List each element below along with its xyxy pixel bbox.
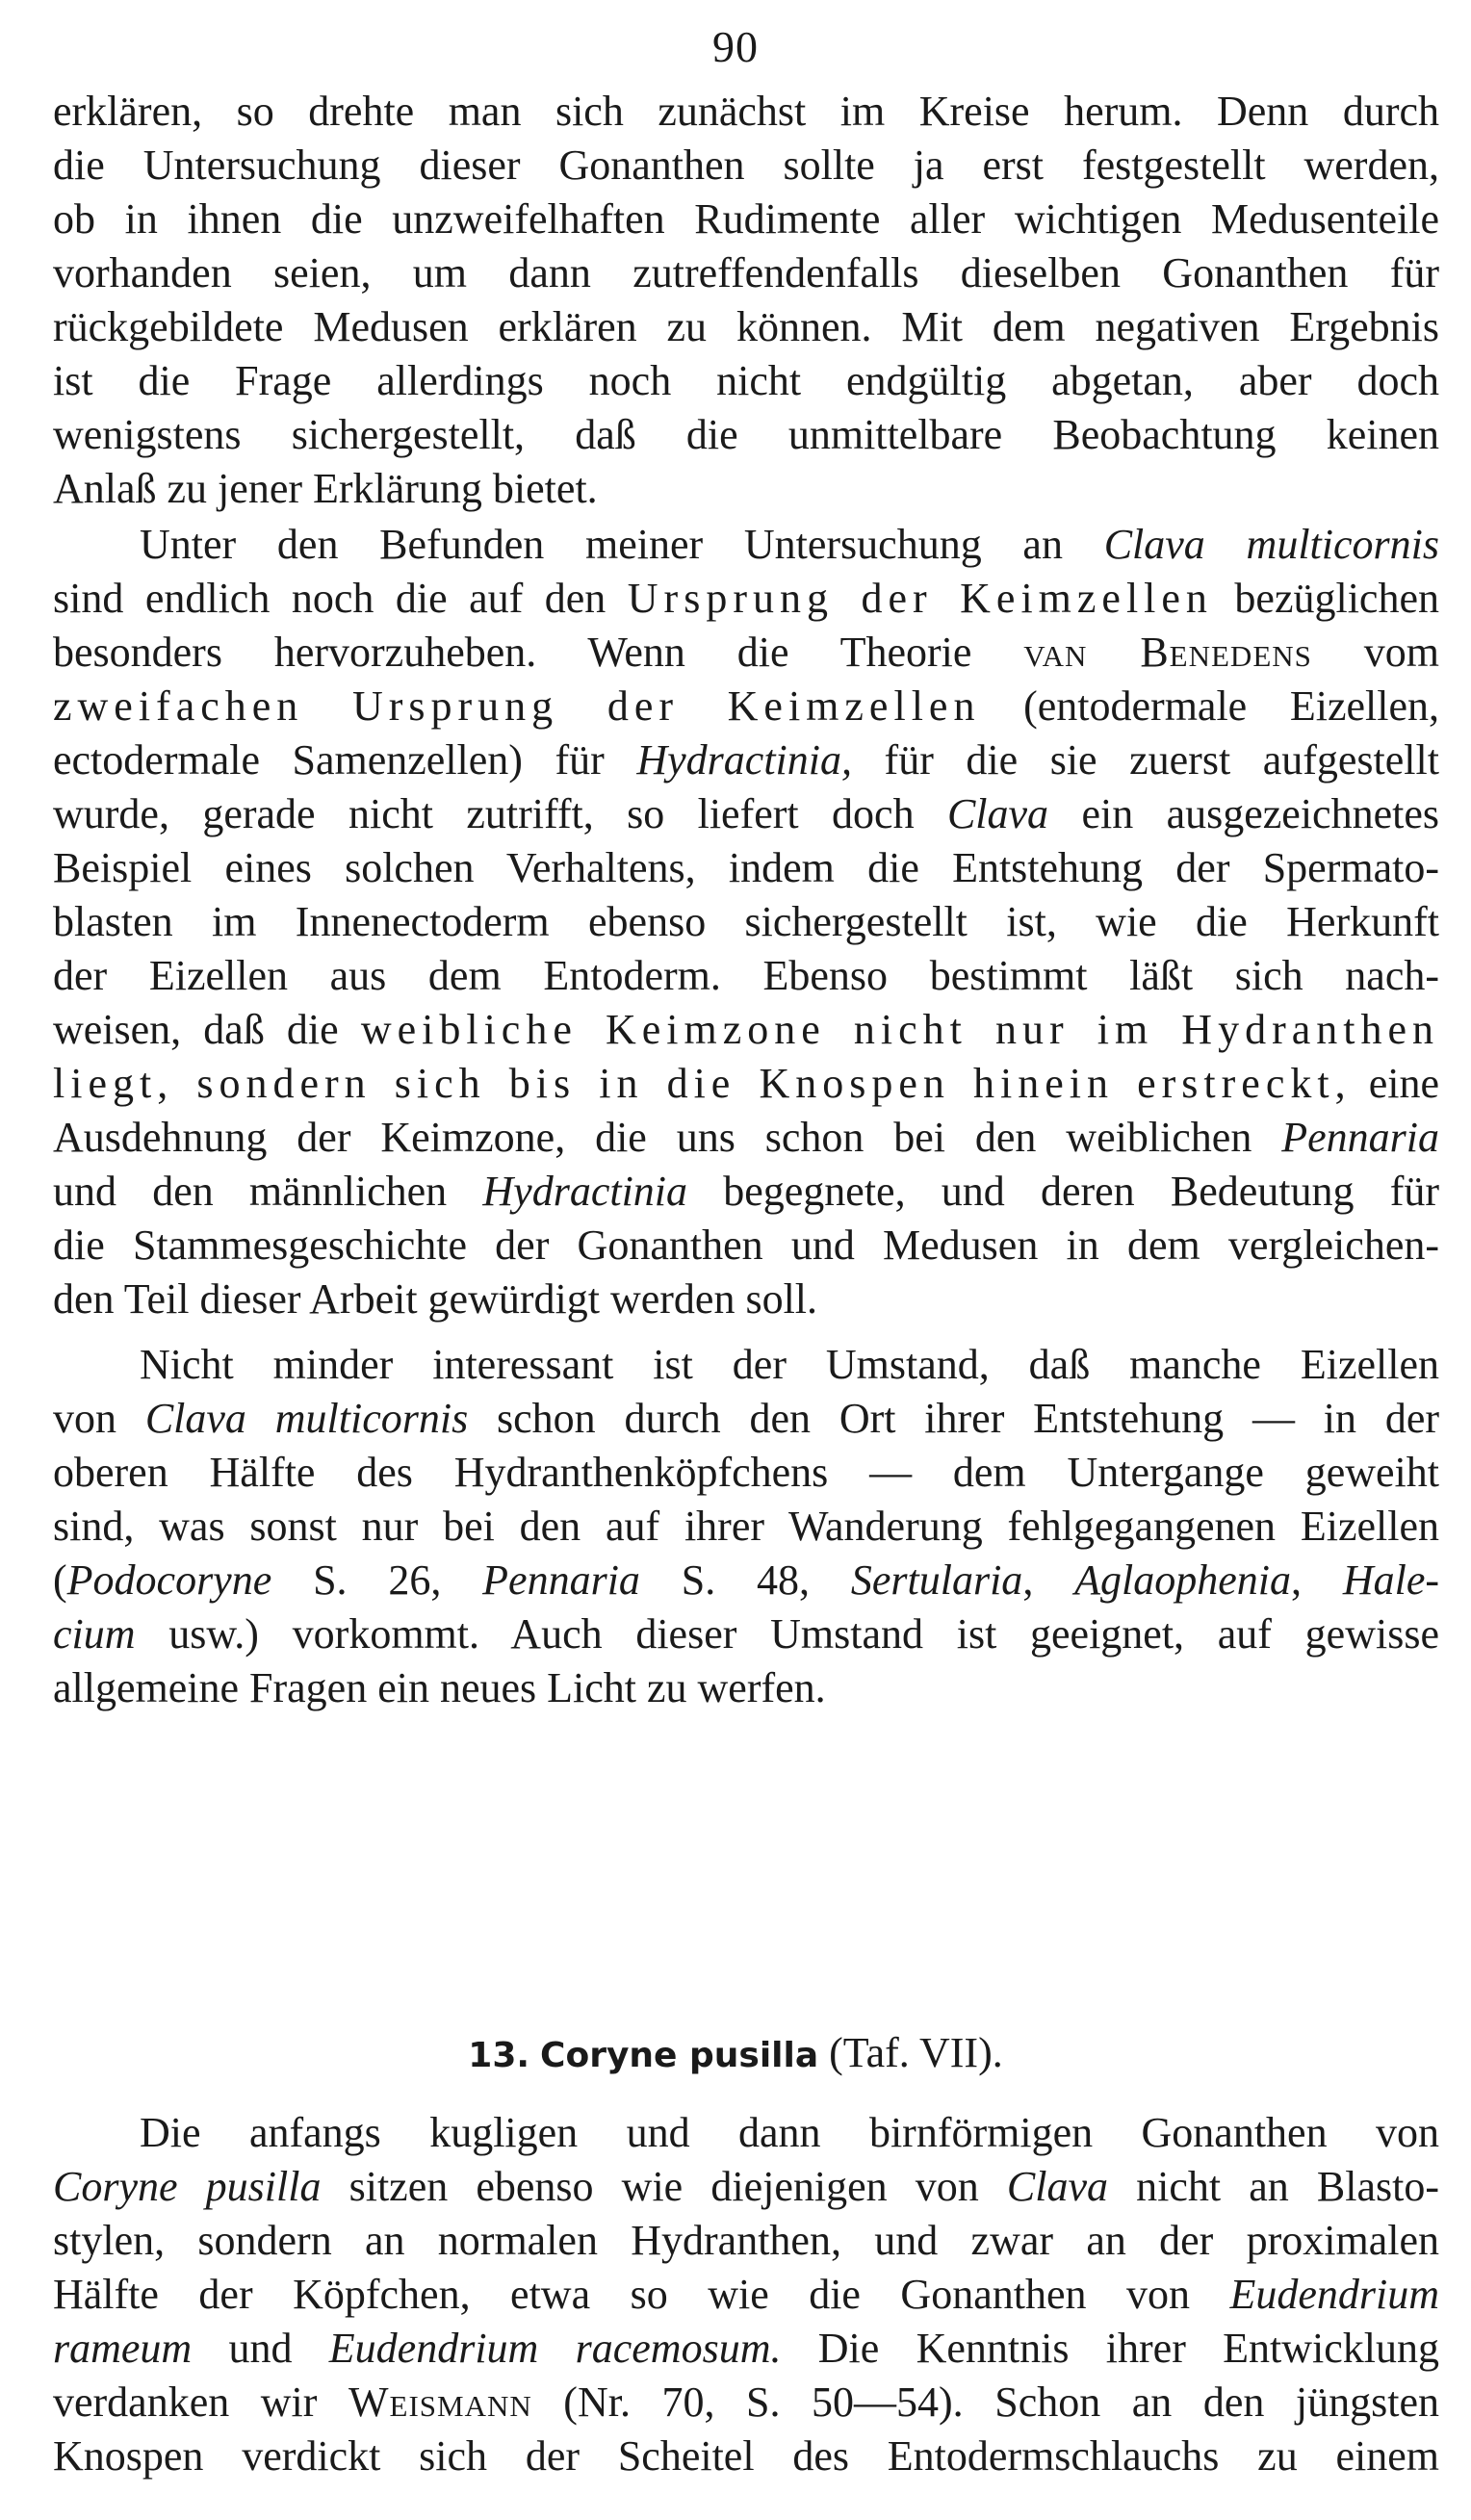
text-line: rückgebildete Medusen erklären zu können. Mit dem negativen Ergebnis: [53, 303, 1439, 350]
text-line: (Podocoryne S. 26, Pennaria S. 48, Sertularia, Aglaophenia, Hale-: [53, 1556, 1440, 1604]
species-name: cium: [53, 1610, 136, 1658]
section-number: 13.: [468, 2036, 530, 2075]
text-line: vorhanden seien, um dann zutreffendenfalls dieselben Gonanthen für: [53, 249, 1439, 296]
text-line: erklären, so drehte man sich zunächst im Kreise herum. Denn durch: [53, 88, 1439, 135]
text-line: liegt, sondern sich bis in die Knospen hinein erstreckt, eine: [53, 1060, 1439, 1107]
text-line: ist die Frage allerdings noch nicht endgültig abgetan, aber doch: [53, 357, 1439, 404]
author-name: van Benedens: [1023, 629, 1312, 676]
text-line: weisen, daß die weibliche Keimzone nicht nur im Hydranthen: [53, 1006, 1440, 1053]
text-line: oberen Hälfte des Hydranthenköpfchens — dem Untergange geweiht: [53, 1449, 1439, 1496]
text-line: von Clava multicornis schon durch den Ort ihrer Entstehung — in der: [53, 1395, 1440, 1442]
species-name: Clava multicornis: [144, 1395, 469, 1442]
text-line: Unter den Befunden meiner Untersuchung an Clava multicornis: [140, 521, 1439, 568]
text-line: Hälfte der Köpfchen, etwa so wie die Gonanthen von Eudendrium: [53, 2271, 1439, 2318]
species-name: Pennaria: [482, 1556, 640, 1604]
species-name: Clava: [946, 790, 1049, 837]
text-line: blasten im Innenectoderm ebenso sichergestellt ist, wie die Herkunft: [53, 898, 1439, 945]
text-line: Coryne pusilla sitzen ebenso wie diejenigen von Clava nicht an Blasto-: [53, 2163, 1440, 2210]
text-line: allgemeine Fragen ein neues Licht zu werfen.: [53, 1664, 826, 1711]
text-line: die Untersuchung dieser Gonanthen sollte ja erst festgestellt werden,: [53, 141, 1439, 189]
section-title: Coryne pusilla: [540, 2036, 819, 2075]
text-line: der Eizellen aus dem Entoderm. Ebenso bestimmt läßt sich nach-: [53, 952, 1439, 999]
text-line: sind endlich noch die auf den Ursprung der Keimzellen bezüglichen: [53, 575, 1439, 622]
text-line: die Stammesgeschichte der Gonanthen und Medusen in dem vergleichen-: [53, 1221, 1439, 1269]
species-name: Hale-: [1342, 1556, 1440, 1604]
paragraph-2: [53, 518, 1439, 1326]
text-line: Knospen verdickt sich der Scheitel des Entodermschlauchs zu einem: [53, 2432, 1439, 2480]
species-name: Coryne pusilla: [53, 2163, 322, 2210]
text-line: und den männlichen Hydractinia begegnete, und deren Bedeutung für: [53, 1168, 1439, 1215]
spaced-emphasis: liegt, sondern sich bis in die Knospen hinein erstreckt,: [53, 1060, 1352, 1107]
spaced-emphasis: weibliche Keimzone nicht nur im Hydranthen: [360, 1006, 1440, 1053]
text-line: zweifachen Ursprung der Keimzellen (entodermale Eizellen,: [53, 682, 1439, 730]
species-name: Hydractinia,: [636, 736, 852, 784]
text-line: wurde, gerade nicht zutrifft, so liefert doch Clava ein ausgezeichnetes: [53, 790, 1439, 837]
species-name: Eudendrium: [1229, 2271, 1439, 2318]
text-line: verdanken wir Weismann (Nr. 70, S. 50—54). Schon an den jüngsten: [53, 2379, 1439, 2426]
text-line: Die anfangs kugligen und dann birnförmigen Gonanthen von: [140, 2109, 1439, 2156]
spaced-emphasis: Ursprung der Keimzellen: [627, 575, 1213, 622]
author-name: Weismann: [348, 2379, 532, 2426]
text-line: Nicht minder interessant ist der Umstand, daß manche Eizellen: [140, 1341, 1439, 1388]
section-heading: [0, 2026, 1471, 2083]
text-line: den Teil dieser Arbeit gewürdigt werden soll.: [53, 1275, 818, 1323]
text-line: Ausdehnung der Keimzone, die uns schon bei den weiblichen Pennaria: [53, 1114, 1439, 1161]
page-number: 90: [712, 22, 759, 71]
text-line: ob in ihnen die unzweifelhaften Rudimente aller wichtigen Medusenteile: [53, 195, 1439, 243]
species-name: Clava: [1006, 2163, 1108, 2210]
species-name: Sertularia: [850, 1556, 1023, 1604]
species-name: Podocoryne: [66, 1556, 272, 1604]
text-line: cium usw.) vorkommt. Auch dieser Umstand ist geeignet, auf gewisse: [53, 1610, 1439, 1658]
text-line: besonders hervorzuheben. Wenn die Theorie van Benedens vom: [53, 629, 1439, 676]
plate-reference: (Taf. VII).: [829, 2029, 1003, 2076]
species-name: Eudendrium racemosum.: [328, 2325, 782, 2372]
text-line: rameum und Eudendrium racemosum. Die Kenntnis ihrer Entwicklung: [53, 2325, 1439, 2372]
paragraph-4: [53, 2106, 1439, 2483]
spaced-emphasis: zweifachen Ursprung der Keimzellen: [53, 682, 981, 730]
paragraph-3: [53, 1338, 1439, 1715]
species-name: rameum: [53, 2325, 193, 2372]
paragraph-1: [53, 85, 1439, 516]
text-line: ectodermale Samenzellen) für Hydractinia, für die sie zuerst aufgestellt: [53, 736, 1439, 784]
species-name: Hydractinia: [482, 1168, 688, 1215]
text-line: sind, was sonst nur bei den auf ihrer Wanderung fehlgegangenen Eizellen: [53, 1503, 1439, 1550]
text-line: Beispiel eines solchen Verhaltens, indem die Entstehung der Spermato-: [53, 844, 1439, 891]
species-name: Pennaria: [1281, 1114, 1439, 1161]
text-line: Anlaß zu jener Erklärung bietet.: [53, 465, 598, 512]
species-name: Aglaophenia: [1074, 1556, 1291, 1604]
text-line: stylen, sondern an normalen Hydranthen, und zwar an der proximalen: [53, 2217, 1439, 2264]
species-name: Clava multicornis: [1103, 521, 1439, 568]
text-line: wenigstens sichergestellt, daß die unmittelbare Beobachtung keinen: [53, 411, 1439, 458]
